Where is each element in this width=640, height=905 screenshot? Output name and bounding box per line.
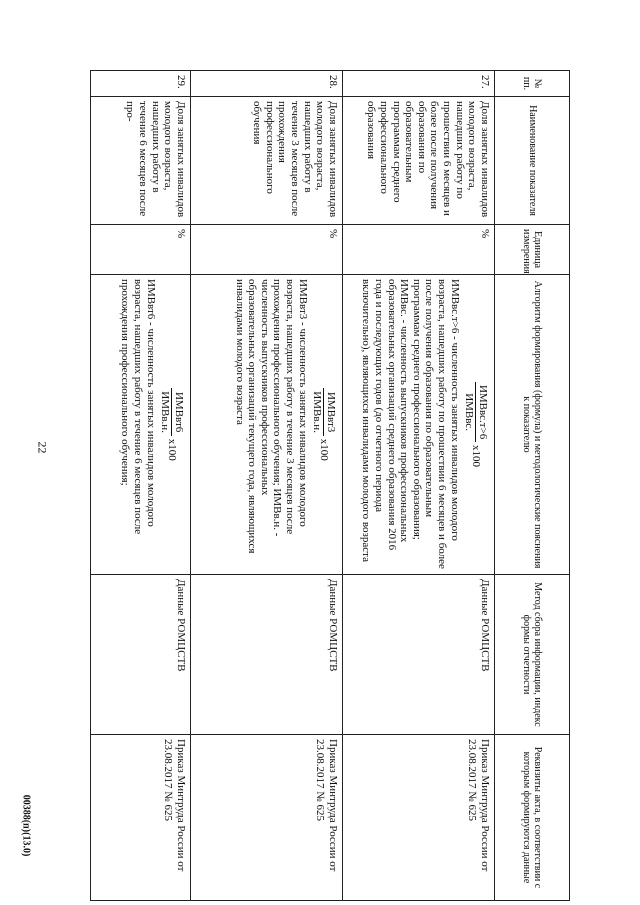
formula-numerator: ИМВвт3 <box>323 388 337 436</box>
algorithm-cell <box>191 275 343 575</box>
source-cell: Приказ Минтруда России от 23.08.2017 № 625 <box>91 735 191 901</box>
table-header-row <box>495 71 570 901</box>
indicator-name: Доля занятых инвалидов молодого возраста, нашедших работу в течение 6 месяцев после про- <box>91 97 191 225</box>
table-row <box>191 71 343 901</box>
algorithm-description: ИМВвт3 - численность занятых инвалидов молодого возраста, нашедших работу в течение 3 месяцев после прохождения профессионального обучения; ИМВв.н. - численность выпускников профессиональных образовательных организаций текущего года, являющихся инвалидами молодого возраста <box>233 279 309 554</box>
header-source: Реквизиты акта, в соответствии с которым формируются данные <box>495 735 570 901</box>
method-cell: Данные РОМЦСТВ <box>191 575 343 735</box>
formula-denominator: ИМВв.н. <box>159 391 172 433</box>
source-cell: Приказ Минтруда России от 23.08.2017 № 625 <box>191 735 343 901</box>
rotated-table-container <box>90 70 570 900</box>
formula-multiplier: x100 <box>470 445 483 468</box>
indicators-table <box>90 70 570 901</box>
indicator-name: Доля занятых инвалидов молодого возраста, нашедших работу по прошествии 6 месяцев и более после получения образования по образовательным программам среднего профессионального образования <box>343 97 495 225</box>
row-num: 27. <box>343 71 495 97</box>
formula-numerator: ИМВвс.т>6 <box>475 382 489 442</box>
formula-denominator: ИМВвс. <box>463 393 476 432</box>
formula-numerator: ИМВвт6 <box>171 388 185 436</box>
formula-denominator: ИМВв.н. <box>311 391 324 433</box>
formula <box>159 279 185 570</box>
unit-cell: % <box>343 225 495 275</box>
indicator-name: Доля занятых инвалидов молодого возраста, нашедших работу в течение 3 месяцев после прохождения профессионального обучения <box>191 97 343 225</box>
formula-multiplier: x100 <box>166 438 179 461</box>
table-row <box>343 71 495 901</box>
source-cell: Приказ Минтруда России от 23.08.2017 № 625 <box>343 735 495 901</box>
page-number: 22 <box>35 441 50 454</box>
header-method: Метод сбора информации, индекс формы отчетности <box>495 575 570 735</box>
formula-fraction <box>159 388 185 436</box>
unit-cell: % <box>191 225 343 275</box>
formula-multiplier: x100 <box>318 438 331 461</box>
algorithm-cell <box>343 275 495 575</box>
document-code: 00388(п)(13.0) <box>20 794 32 857</box>
formula-fraction <box>311 388 337 436</box>
header-unit: Единица измерения <box>495 225 570 275</box>
formula-fraction <box>463 382 489 442</box>
row-num: 29. <box>91 71 191 97</box>
header-algorithm: Алгоритм формирования (формула) и методологические пояснения к показателю <box>495 275 570 575</box>
header-name: Наименование показателя <box>495 97 570 225</box>
formula <box>463 279 489 570</box>
algorithm-description: ИМВвс.т>6 - численность занятых инвалидов молодого возраста, нашедших работу по прошествии 6 месяцев и более после получения образования по образовательным программам среднего профессионального образования; ИМВвс. - численность выпускников профессиональных образовательных организаций среднего образования 2016 года и последующих годов (до отчетного периода включительно), являющихся инвалидами молодого возраста <box>360 279 461 569</box>
table-row <box>91 71 191 901</box>
unit-cell: % <box>91 225 191 275</box>
formula <box>311 279 337 570</box>
method-cell: Данные РОМЦСТВ <box>343 575 495 735</box>
method-cell: Данные РОМЦСТВ <box>91 575 191 735</box>
algorithm-cell <box>91 275 191 575</box>
algorithm-description: ИМВвт6 - численность занятых инвалидов молодого возраста, нашедших работу в течение 6 месяцев после прохождения профессионального обучения; <box>119 279 157 535</box>
row-num: 28. <box>191 71 343 97</box>
header-num: № пп. <box>495 71 570 97</box>
